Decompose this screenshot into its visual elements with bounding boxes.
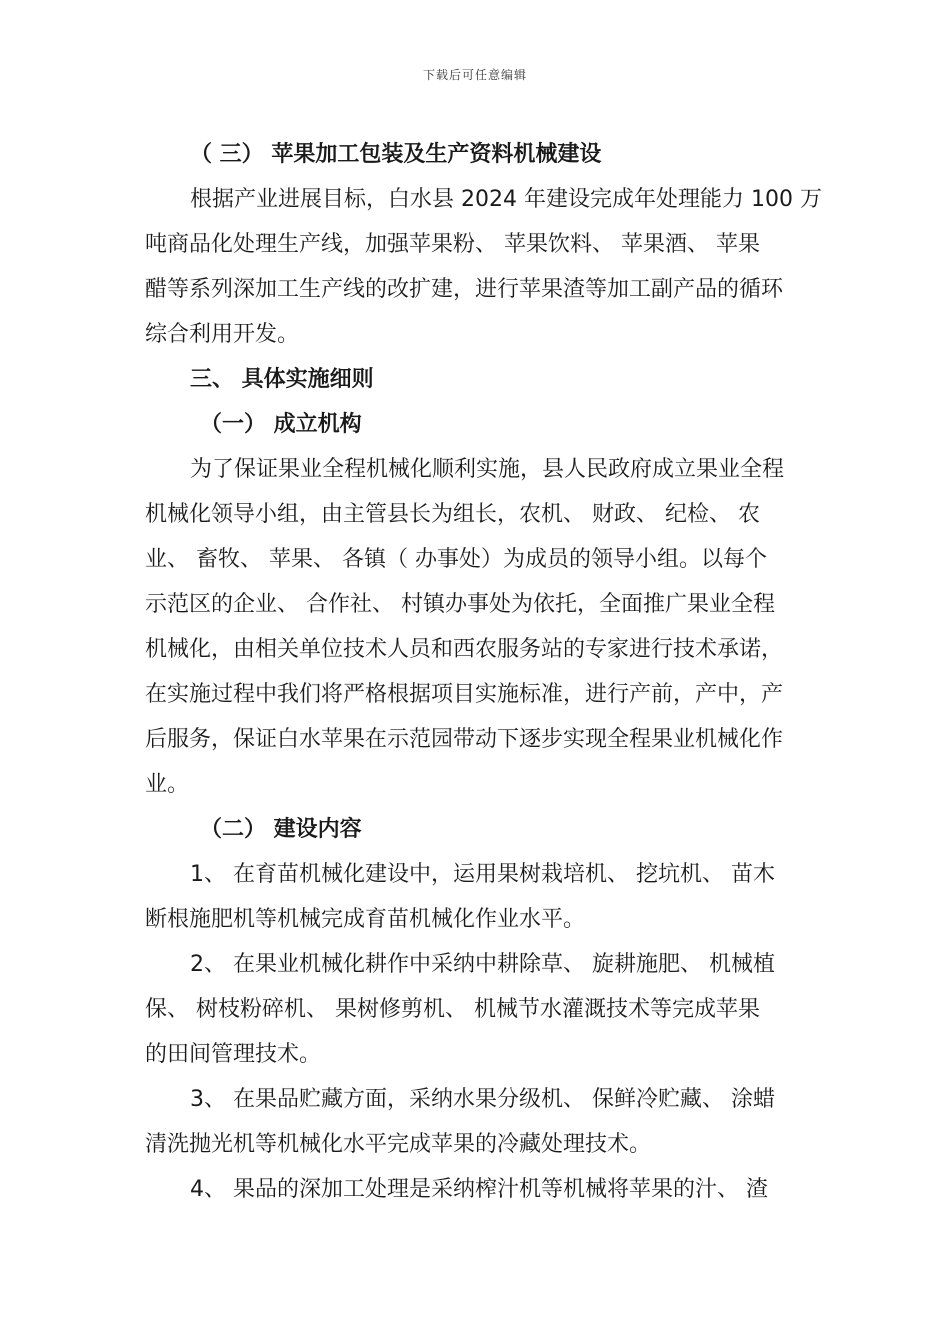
section-heading: （二） 建设内容 [200, 817, 362, 842]
paragraph-line: 业、 畜牧、 苹果、 各镇（ 办事处）为成员的领导小组。以每个 [145, 547, 767, 572]
paragraph-line: 在实施过程中我们将严格根据项目实施标准，进行产前，产中，产 [145, 682, 784, 707]
paragraph-line: 机械化领导小组，由主管县长为组长，农机、 财政、 纪检、 农 [145, 502, 760, 527]
paragraph-line: 为了保证果业全程机械化顺利实施，县人民政府成立果业全程 [190, 457, 785, 482]
paragraph-line: 示范区的企业、 合作社、 村镇办事处为依托，全面推广果业全程 [145, 592, 775, 617]
paragraph-line: 根据产业进展目标，白水县 2024 年建设完成年处理能力 100 万 [190, 187, 822, 212]
paragraph-line: 后服务，保证白水苹果在示范园带动下逐步实现全程果业机械化作 [145, 727, 784, 752]
paragraph-line: 清洗抛光机等机械化水平完成苹果的冷藏处理技术。 [145, 1132, 652, 1157]
paragraph-line: 保、 树枝粉碎机、 果树修剪机、 机械节水灌溉技术等完成苹果 [145, 997, 760, 1022]
paragraph-line: 2、 在果业机械化耕作中采纳中耕除草、 旋耕施肥、 机械植 [190, 952, 775, 977]
paragraph-line: 业。 [145, 772, 190, 797]
paragraph-line: 1、 在育苗机械化建设中，运用果树栽培机、 挖坑机、 苗木 [190, 862, 775, 887]
paragraph-line: 的田间管理技术。 [145, 1042, 322, 1067]
paragraph-line: 机械化，由相关单位技术人员和西农服务站的专家进行技术承诺， [145, 637, 784, 662]
section-heading: （一） 成立机构 [200, 412, 362, 437]
section-heading: （ 三） 苹果加工包装及生产资料机械建设 [190, 142, 602, 167]
paragraph-line: 吨商品化处理生产线，加强苹果粉、 苹果饮料、 苹果酒、 苹果 [145, 232, 760, 257]
paragraph-line: 综合利用开发。 [145, 322, 300, 347]
paragraph-line: 断根施肥机等机械完成育苗机械化作业水平。 [145, 907, 586, 932]
section-heading: 三、 具体实施细则 [190, 367, 374, 392]
header-note: 下载后可任意编辑 [422, 68, 527, 82]
paragraph-line: 3、 在果品贮藏方面，采纳水果分级机、 保鲜冷贮藏、 涂蜡 [190, 1087, 775, 1112]
paragraph-line: 醋等系列深加工生产线的改扩建，进行苹果渣等加工副产品的循环 [145, 277, 784, 302]
paragraph-line: 4、 果品的深加工处理是采纳榨汁机等机械将苹果的汁、 渣 [190, 1177, 768, 1202]
